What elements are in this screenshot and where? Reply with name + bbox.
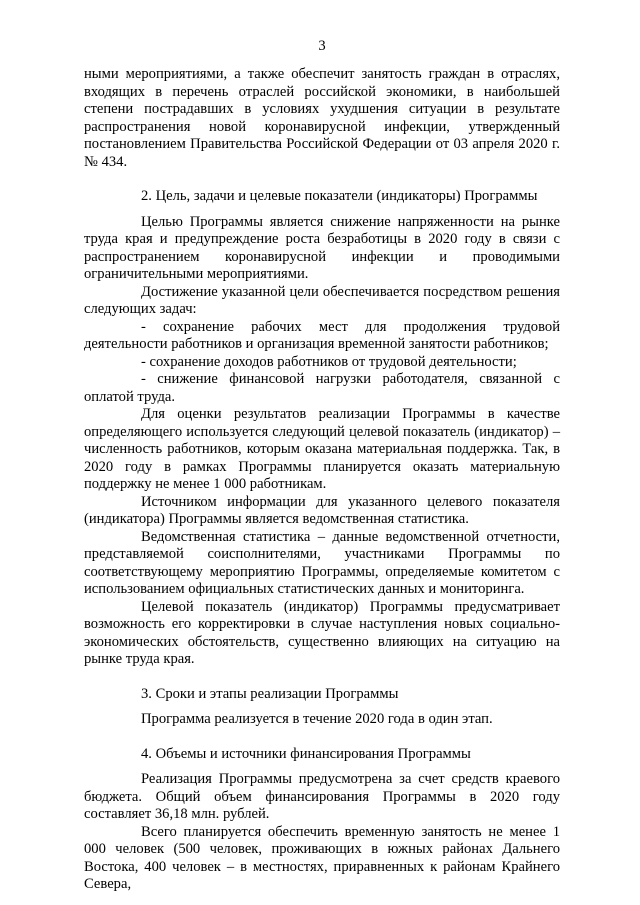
section-2-paragraph: Целевой показатель (индикатор) Программы предусматривает возможность его корректировки в случае наступления новых социально-экономических обстоятельств, существенно влияющих на ситуацию на рынке труда края. xyxy=(84,598,560,667)
task-list-item: - сохранение доходов работников от трудовой деятельности; xyxy=(141,353,517,370)
section-2-paragraph: Для оценки результатов реализации Программы в качестве определяющего используется следующий целевой показатель (индикатор) – численность работников, которым оказана материальная поддержка. Так, в 2020 году в рамках Программы планируется оказать материальную поддержку не менее 1 000 работникам. xyxy=(84,406,560,492)
section-2-paragraph: Достижение указанной цели обеспечивается посредством решения следующих задач: xyxy=(84,283,560,317)
section-2-paragraph: Ведомственная статистика – данные ведомственной отчетности, представляемой соисполнителями, участниками Программы по соответствующему мероприятию Программы, определяемые комитетом с использованием официальных статистических данных и мониторинга. xyxy=(84,528,560,597)
section-4-paragraph: Реализация Программы предусмотрена за счет средств краевого бюджета. Общий объем финансирования Программы в 2020 году составляет 36,18 млн. рублей. xyxy=(84,771,560,822)
task-list-item: - снижение финансовой нагрузки работодателя, связанной с оплатой труда. xyxy=(84,371,560,405)
section-3-paragraph: Программа реализуется в течение 2020 года в один этап. xyxy=(141,711,493,727)
section-3-heading: 3. Сроки и этапы реализации Программы xyxy=(141,685,399,702)
section-4-heading: 4. Объемы и источники финансирования Программы xyxy=(141,745,471,762)
section-2-paragraph: Целью Программы является снижение напряженности на рынке труда края и предупреждение роста безработицы в 2020 году в связи с распространением коронавирусной инфекции и проводимыми ограничительными мероприятиями. xyxy=(84,213,560,282)
page-number: 3 xyxy=(318,38,326,54)
page-content xyxy=(84,66,560,894)
section-4-paragraph: Всего планируется обеспечить временную занятость не менее 1 000 человек (500 человек, проживающих в южных районах Дальнего Востока, 400 человек – в местностях, приравненных к районам Крайнего Севера, xyxy=(84,823,560,892)
intro-paragraph: ными мероприятиями, а также обеспечит занятость граждан в отраслях, входящих в перечень отраслей российской экономики, в наибольшей степени пострадавших в условиях ухудшения ситуации в результате распространения новой коронавирусной инфекции, утвержденный постановлением Правительства Российской Федерации от 03 апреля 2020 г. № 434. xyxy=(84,66,560,170)
section-2-paragraph: Источником информации для указанного целевого показателя (индикатора) Программы является ведомственная статистика. xyxy=(84,493,560,527)
task-list-item: - сохранение рабочих мест для продолжения трудовой деятельности работников и организация временной занятости работников; xyxy=(84,318,560,352)
section-2-heading: 2. Цель, задачи и целевые показатели (индикаторы) Программы xyxy=(141,188,538,204)
